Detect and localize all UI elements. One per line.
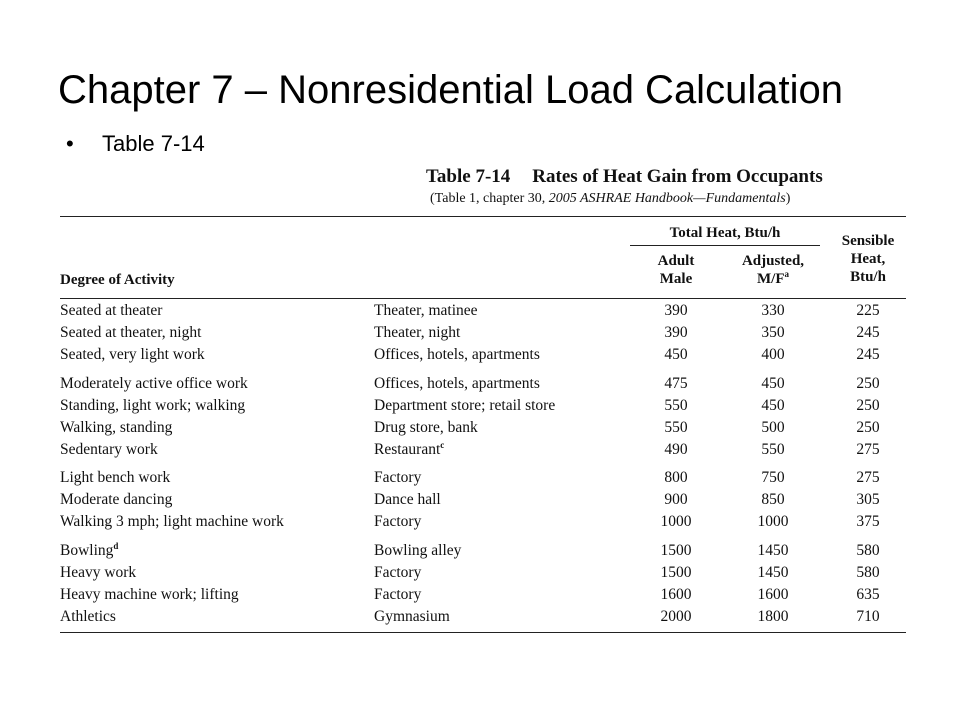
slide-title: Chapter 7 – Nonresidential Load Calculation: [58, 68, 843, 112]
handbook-title: 2005 ASHRAE Handbook—Fundamentals: [548, 191, 786, 206]
application-cell: Drug store, bank: [374, 419, 478, 436]
sensible-cell: 250: [856, 375, 880, 392]
sensible-cell: 375: [856, 513, 880, 530]
sensible-cell: 245: [856, 346, 880, 363]
activity-cell: Standing, light work; walking: [60, 397, 246, 414]
sensible-cell: 635: [856, 586, 880, 603]
adjusted-cell: 750: [761, 469, 785, 486]
activity-cell: Light bench work: [60, 469, 171, 486]
application-cell: Restaurant$^c$: [374, 439, 445, 458]
adjusted-cell: 450: [761, 375, 785, 392]
application-cell: Gymnasium: [374, 608, 450, 625]
bottom-rule: [60, 632, 906, 633]
activity-cell: Seated, very light work: [60, 346, 205, 363]
total-heat-rule: [630, 245, 820, 246]
activity-cell: Walking 3 mph; light machine work: [60, 513, 284, 530]
application-cell: Offices, hotels, apartments: [374, 375, 540, 392]
adjusted-cell: 500: [761, 419, 785, 436]
application-cell: Factory: [374, 469, 422, 486]
activity-cell: Walking, standing: [60, 419, 173, 436]
sensible-cell: 580: [856, 542, 880, 559]
application-cell: Department store; retail store: [374, 397, 556, 414]
table-image: [56, 160, 906, 640]
activity-cell: Heavy machine work; lifting: [60, 586, 239, 603]
adult-male-cell: 550: [664, 419, 688, 436]
sensible-cell: 250: [856, 397, 880, 414]
application-cell: Bowling alley: [374, 542, 462, 559]
adjusted-cell: 1800: [757, 608, 789, 625]
adult-male-cell: 1500: [660, 564, 692, 581]
adult-male-cell: 800: [664, 469, 688, 486]
activity-cell: Heavy work: [60, 564, 137, 581]
application-cell: Factory: [374, 586, 422, 603]
header-rule: [60, 298, 906, 299]
adult-male-cell: 390: [664, 302, 688, 319]
bullet-label: Table 7-14: [102, 131, 205, 156]
activity-cell: Seated at theater: [60, 302, 163, 319]
adult-male-cell: 2000: [660, 608, 692, 625]
adult-male-cell: 450: [664, 346, 688, 363]
table-number: Table 7-14: [426, 166, 511, 187]
adult-male-cell: 490: [664, 441, 688, 458]
header-adult-male: Adult Male: [657, 253, 695, 287]
adjusted-cell: 450: [761, 397, 785, 414]
adult-male-cell: 1000: [660, 513, 692, 530]
adjusted-cell: 330: [761, 302, 785, 319]
application-cell: Theater, night: [374, 324, 461, 341]
adult-male-cell: 475: [664, 375, 688, 392]
activity-cell: Seated at theater, night: [60, 324, 202, 341]
activity-cell: Moderately active office work: [60, 375, 248, 392]
adjusted-cell: 850: [761, 491, 785, 508]
application-cell: Factory: [374, 513, 422, 530]
application-cell: Factory: [374, 564, 422, 581]
adult-male-cell: 390: [664, 324, 688, 341]
activity-cell: Moderate dancing: [60, 491, 173, 508]
table-caption: Rates of Heat Gain from Occupants: [532, 166, 823, 187]
adult-male-cell: 1500: [660, 542, 692, 559]
sensible-cell: 305: [856, 491, 880, 508]
application-cell: Theater, matinee: [374, 302, 478, 319]
activity-cell: Bowling$^d$: [60, 540, 119, 559]
sensible-cell: 275: [856, 441, 880, 458]
sensible-cell: 580: [856, 564, 880, 581]
sensible-cell: 245: [856, 324, 880, 341]
table-heading: [426, 166, 823, 188]
table-source: (Table 1, chapter 30, 2005 ASHRAE Handbook—Fundamentals): [430, 191, 791, 206]
adult-male-cell: 1600: [660, 586, 692, 603]
sensible-cell: 250: [856, 419, 880, 436]
application-cell: Offices, hotels, apartments: [374, 346, 540, 363]
adjusted-cell: 1600: [757, 586, 789, 603]
adjusted-cell: 1450: [757, 542, 789, 559]
sensible-cell: 275: [856, 469, 880, 486]
adjusted-cell: 1000: [757, 513, 789, 530]
header-total-heat: Total Heat, Btu/h: [669, 225, 781, 241]
adjusted-cell: 350: [761, 324, 785, 341]
header-adjusted: Adjusted, $M/F^a$: [741, 253, 805, 287]
bullet-item: [66, 130, 205, 158]
adjusted-cell: 1450: [757, 564, 789, 581]
bullet-dot-icon: •: [66, 131, 74, 156]
adjusted-cell: 550: [761, 441, 785, 458]
sensible-cell: 710: [856, 608, 880, 625]
activity-cell: Sedentary work: [60, 441, 158, 458]
top-rule: [60, 216, 906, 217]
activity-cell: Athletics: [60, 608, 116, 625]
adult-male-cell: 550: [664, 397, 688, 414]
sensible-cell: 225: [856, 302, 880, 319]
adult-male-cell: 900: [664, 491, 688, 508]
header-degree-of-activity: Degree of Activity: [60, 272, 175, 288]
adjusted-cell: 400: [761, 346, 785, 363]
application-cell: Dance hall: [374, 491, 441, 508]
header-sensible: Sensible Heat, Btu/h: [841, 233, 895, 285]
